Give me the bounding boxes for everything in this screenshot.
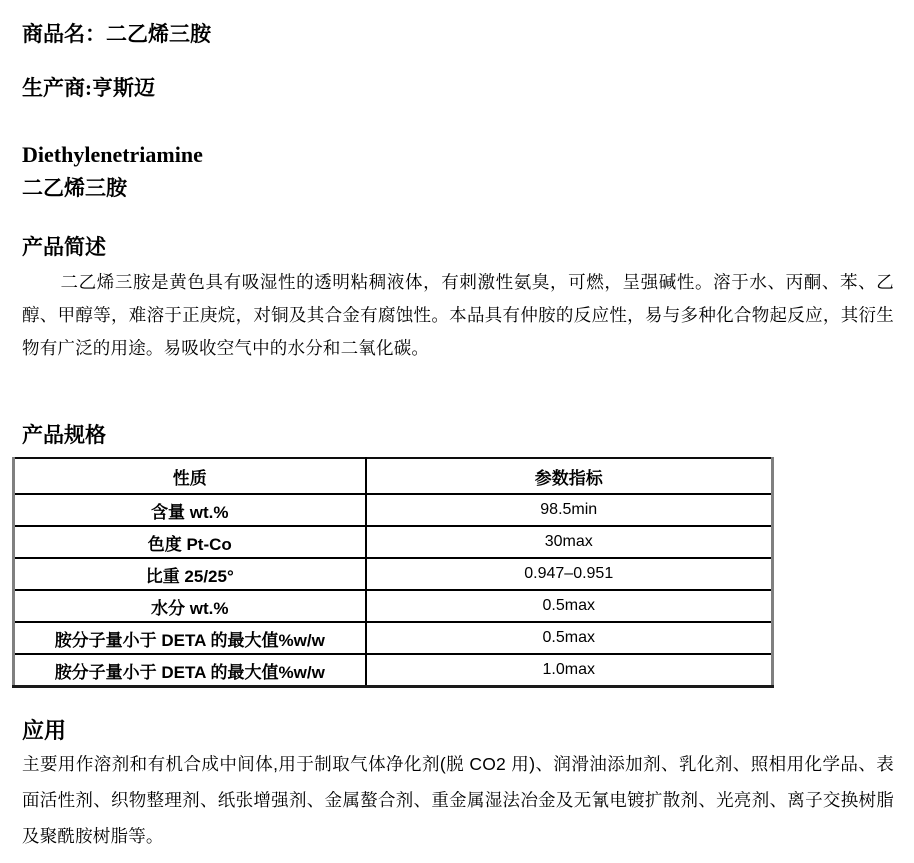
table-row: [14, 654, 773, 687]
spec-value-amine-below-deta-1: 0.5max: [366, 622, 773, 654]
table-row: [14, 526, 773, 558]
spec-table-container: [12, 457, 774, 688]
spec-value-moisture: 0.5max: [366, 590, 773, 622]
spec-table-header-property: 性质: [14, 458, 366, 494]
table-row: [14, 494, 773, 526]
product-name-line: 商品名：二乙烯三胺: [22, 22, 211, 46]
spec-value-specific-gravity: 0.947–0.951: [366, 558, 773, 590]
brief-section-body: 二乙烯三胺是黄色具有吸湿性的透明粘稠液体，有刺激性氨臭，可燃，呈强碱性。溶于水、丙酮、苯、乙醇、甲醇等，难溶于正庚烷，对铜及其合金有腐蚀性。本品具有仲胺的反应性，易与多种化合物起反应，其衍生物有广泛的用途。易吸收空气中的水分和二氧化碳。: [22, 272, 894, 358]
table-row: [14, 590, 773, 622]
table-row: [14, 622, 773, 654]
spec-value-color: 30max: [366, 526, 773, 558]
manufacturer-line: 生产商:亨斯迈: [22, 76, 155, 100]
spec-property-specific-gravity: 比重 25/25°: [14, 558, 366, 590]
chemical-name-english: Diethylenetriamine: [22, 142, 203, 167]
spec-table-header-row: [14, 458, 773, 494]
spec-table-header-value: 参数指标: [366, 458, 773, 494]
application-section-body: 主要用作溶剂和有机合成中间体,用于制取气体净化剂(脱 CO2 用)、润滑油添加剂、乳化剂、照相用化学品、表面活性剂、织物整理剂、纸张增强剂、金属螯合剂、重金属湿法冶金及无氰电镀扩散剂、光亮剂、离子交换树脂及聚酰胺树脂等。: [22, 754, 894, 846]
spec-property-moisture: 水分 wt.%: [14, 590, 366, 622]
spec-section-heading: 产品规格: [22, 424, 106, 447]
spec-property-color: 色度 Pt-Co: [14, 526, 366, 558]
spec-value-amine-below-deta-2: 1.0max: [542, 661, 595, 678]
brief-section-heading: 产品简述: [22, 235, 106, 259]
spec-property-content: 含量 wt.%: [14, 494, 366, 526]
spec-property-amine-below-deta-1: 胺分子量小于 DETA 的最大值%w/w: [14, 622, 366, 654]
spec-property-amine-below-deta-2: 胺分子量小于 DETA 的最大值%w/w: [14, 654, 366, 687]
chemical-name-chinese: 二乙烯三胺: [22, 176, 127, 200]
spec-value-content: 98.5min: [366, 494, 773, 526]
application-section-heading: 应用: [22, 718, 67, 743]
table-row: [14, 558, 773, 590]
spec-table: [12, 457, 774, 688]
